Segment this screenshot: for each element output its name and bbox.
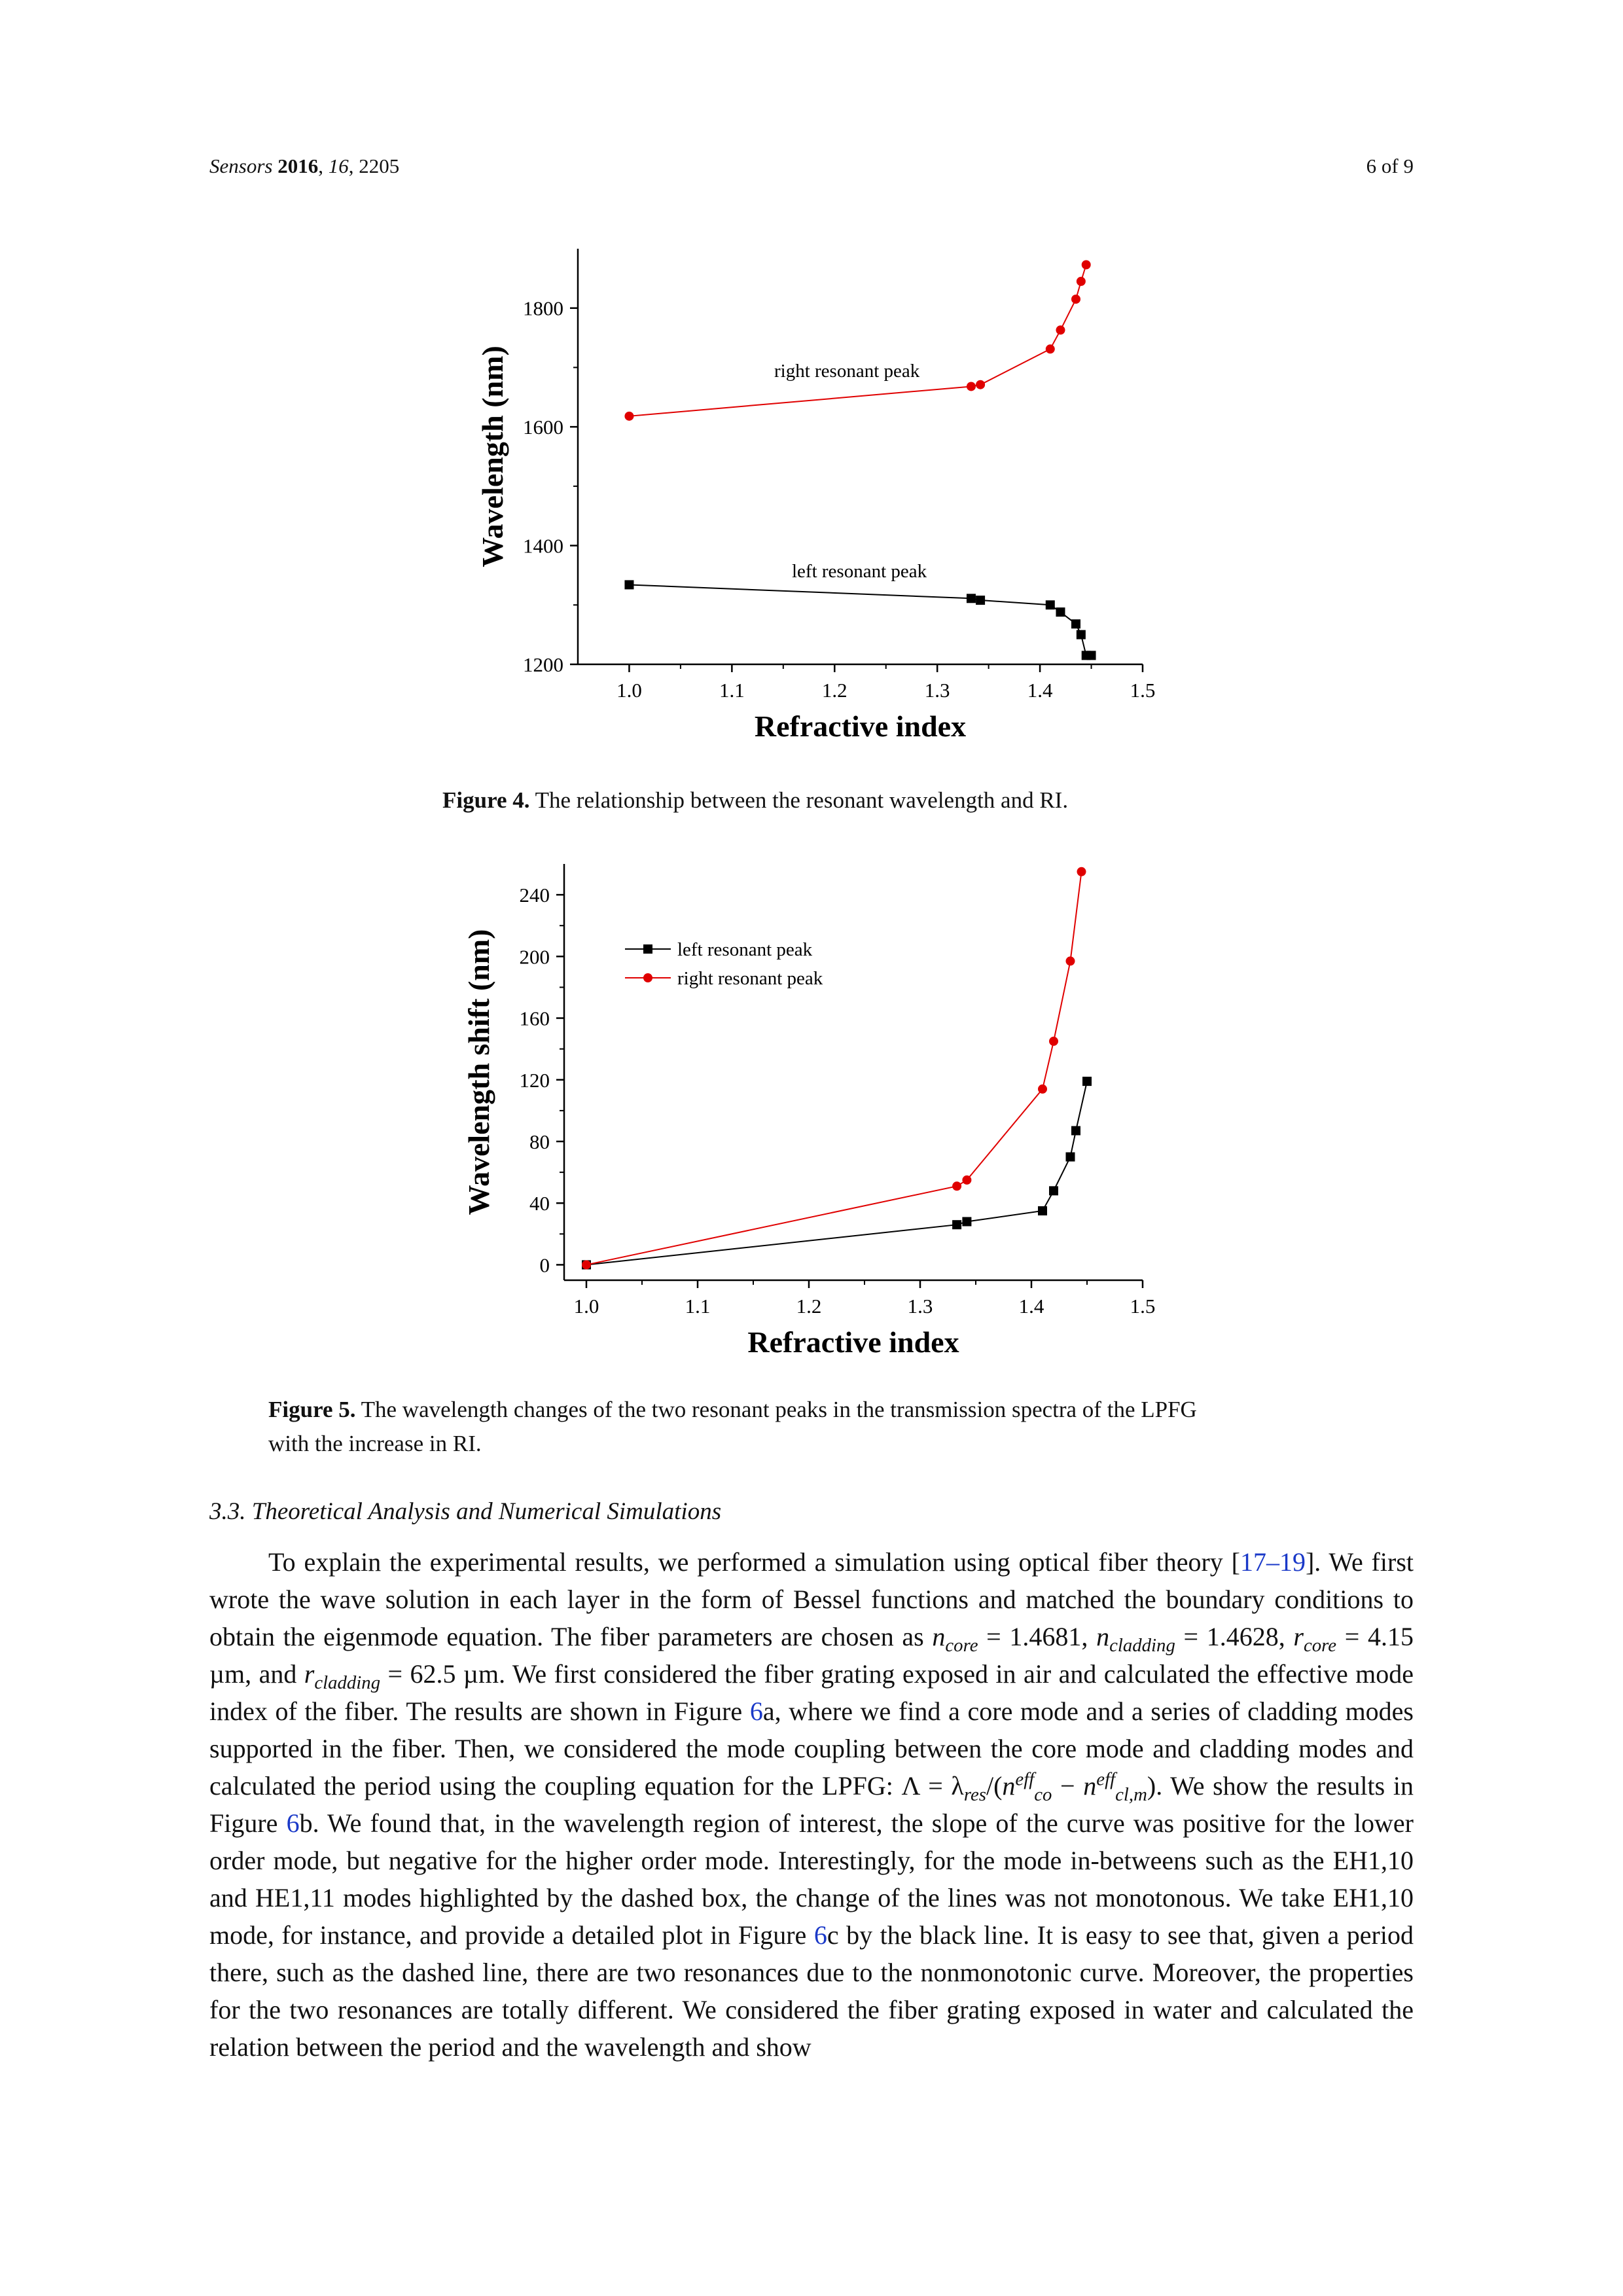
y-tick-label: 160 bbox=[519, 1007, 550, 1030]
figure-5-caption bbox=[268, 1393, 1381, 1461]
series-1-point bbox=[1087, 651, 1096, 660]
series-1-point bbox=[962, 1175, 971, 1185]
series-0-point bbox=[1038, 1206, 1047, 1215]
series-1-point bbox=[582, 1260, 591, 1269]
x-tick-label: 1.2 bbox=[821, 679, 847, 702]
series-0-point bbox=[1049, 1186, 1058, 1195]
figure-link[interactable]: 6 bbox=[286, 1808, 300, 1838]
series-1-point bbox=[1066, 956, 1075, 965]
series-0-point bbox=[1082, 1077, 1092, 1086]
series-0-point bbox=[1082, 260, 1091, 269]
annotation-left-peak: left resonant peak bbox=[792, 561, 927, 582]
legend-label-1: right resonant peak bbox=[677, 968, 823, 989]
x-tick-label: 1.2 bbox=[796, 1295, 822, 1318]
y-axis-label: Wavelength (nm) bbox=[476, 346, 509, 567]
figure-link[interactable]: 6 bbox=[749, 1696, 763, 1726]
y-axis-label: Wavelength shift (nm) bbox=[462, 929, 495, 1215]
body-text bbox=[209, 1543, 1414, 2066]
section-heading: 3.3. Theoretical Analysis and Numerical Simulations bbox=[209, 1498, 722, 1525]
x-axis-label: Refractive index bbox=[747, 1325, 959, 1359]
figure-4-caption-label: Figure 4. bbox=[442, 787, 530, 813]
y-tick-label: 40 bbox=[529, 1192, 550, 1215]
series-0-point bbox=[1071, 295, 1080, 304]
x-tick-label: 1.1 bbox=[685, 1295, 711, 1318]
figure-5-caption-line2: with the increase in RI. bbox=[268, 1431, 482, 1456]
series-1-line bbox=[586, 872, 1082, 1265]
series-1-point bbox=[1077, 630, 1086, 639]
series-1-point bbox=[967, 594, 976, 603]
article-number: , 2205 bbox=[348, 154, 400, 177]
legend-marker-1 bbox=[643, 973, 652, 982]
figure-4-chart bbox=[0, 236, 1623, 772]
x-tick-label: 1.3 bbox=[924, 679, 950, 702]
figure-link[interactable]: 6 bbox=[813, 1920, 827, 1950]
y-tick-label: 1600 bbox=[523, 416, 563, 439]
y-tick-label: 240 bbox=[519, 884, 550, 907]
series-0-point bbox=[962, 1217, 971, 1226]
series-1-point bbox=[1046, 600, 1055, 609]
series-1-point bbox=[624, 580, 633, 589]
legend-marker-0 bbox=[643, 944, 652, 954]
series-0-point bbox=[624, 412, 633, 421]
journal-volume: 16 bbox=[328, 154, 349, 177]
x-axis-label: Refractive index bbox=[754, 709, 967, 743]
y-tick-label: 1400 bbox=[523, 534, 563, 558]
page-number: 6 of 9 bbox=[1366, 154, 1414, 177]
journal-name: Sensors bbox=[209, 154, 273, 177]
series-1-point bbox=[1077, 867, 1086, 876]
x-tick-label: 1.3 bbox=[907, 1295, 933, 1318]
figure-5-caption-label: Figure 5. bbox=[268, 1397, 356, 1422]
y-tick-label: 1200 bbox=[523, 653, 563, 676]
figure-4-caption bbox=[442, 783, 1068, 817]
x-tick-label: 1.0 bbox=[616, 679, 642, 702]
series-0-point bbox=[952, 1220, 961, 1229]
figure-5 bbox=[0, 851, 1623, 1374]
series-1-line bbox=[629, 584, 1091, 655]
x-tick-label: 1.4 bbox=[1018, 1295, 1044, 1318]
citation-link[interactable]: 19 bbox=[1279, 1547, 1306, 1577]
series-0-line bbox=[586, 1081, 1087, 1265]
y-tick-label: 120 bbox=[519, 1068, 550, 1092]
series-0-point bbox=[976, 380, 985, 389]
series-0-point bbox=[1066, 1153, 1075, 1162]
figure-5-caption-line1: The wavelength changes of the two resonant peaks in the transmission spectra of the LPFG bbox=[355, 1397, 1197, 1422]
series-0-point bbox=[1077, 277, 1086, 286]
y-tick-label: 0 bbox=[539, 1253, 550, 1277]
figure-5-chart bbox=[0, 851, 1623, 1374]
annotation-right-peak: right resonant peak bbox=[774, 361, 920, 382]
series-0-point bbox=[967, 382, 976, 391]
y-tick-label: 80 bbox=[529, 1130, 550, 1153]
series-0-point bbox=[1056, 325, 1065, 334]
series-0-point bbox=[1046, 344, 1055, 353]
paragraph: To explain the experimental results, we performed a simulation using optical fiber theory [17–19]. We first wrote the wave solution in each layer in the form of Bessel functions and matched the boundary conditions to obtain the eigenmode equation. The fiber parameters are chosen as $n_{core} = 1.4681$, $n_{cladding} = 1.4628$, $r_{core} = 4.15$ µm, and $r_{cladding} = 62.5$ µm. We first considered the fiber grating exposed in air and calculated the effective mode index of the fiber. The results are shown in Figure 6a, where we find a core mode and a series of cladding modes supported in the fiber. Then, we considered the mode coupling between the core mode and cladding modes and calculated the period using the coupling equation for the LPFG: $\Lambda = \lambda_{res}/(n^{eff}_{co} - n^{eff}_{cl,m})$. We show the results in Figure 6b. We found that, in the wavelength region of interest, the slope of the curve was positive for the lower order mode, but negative for the higher order mode. Interestingly, for the mode in-betweens such as the EH1,10 and HE1,11 modes highlighted by the dashed box, the change of the lines was not monotonous. We take EH1,10 mode, for instance, and provide a detailed plot in Figure 6c by the black line. It is easy to see that, given a period there, such as the dashed line, there are two resonances due to the nonmonotonic curve. Moreover, the properties for the two resonances are totally different. We considered the fiber grating exposed in water and calculated the relation between the period and the wavelength and show bbox=[209, 1547, 1414, 2062]
series-1-point bbox=[1038, 1085, 1047, 1094]
figure-4-caption-text: The relationship between the resonant wavelength and RI. bbox=[529, 787, 1069, 813]
series-0-point bbox=[1071, 1126, 1080, 1136]
figure-4 bbox=[0, 236, 1623, 772]
series-1-point bbox=[1049, 1037, 1058, 1046]
x-tick-label: 1.5 bbox=[1130, 679, 1156, 702]
series-1-point bbox=[1071, 619, 1080, 628]
legend-label-0: left resonant peak bbox=[677, 939, 813, 960]
series-0-line bbox=[629, 264, 1086, 416]
x-tick-label: 1.0 bbox=[573, 1295, 599, 1318]
x-tick-label: 1.5 bbox=[1130, 1295, 1156, 1318]
y-tick-label: 200 bbox=[519, 945, 550, 969]
running-header: Sensors 2016, 16, 2205 bbox=[209, 154, 400, 177]
journal-year: 2016 bbox=[277, 154, 319, 177]
x-tick-label: 1.4 bbox=[1027, 679, 1053, 702]
y-tick-label: 1800 bbox=[523, 296, 563, 320]
citation-link[interactable]: 17 bbox=[1240, 1547, 1266, 1577]
x-tick-label: 1.1 bbox=[719, 679, 745, 702]
series-1-point bbox=[1056, 607, 1065, 617]
series-1-point bbox=[976, 596, 985, 605]
series-1-point bbox=[952, 1181, 961, 1191]
